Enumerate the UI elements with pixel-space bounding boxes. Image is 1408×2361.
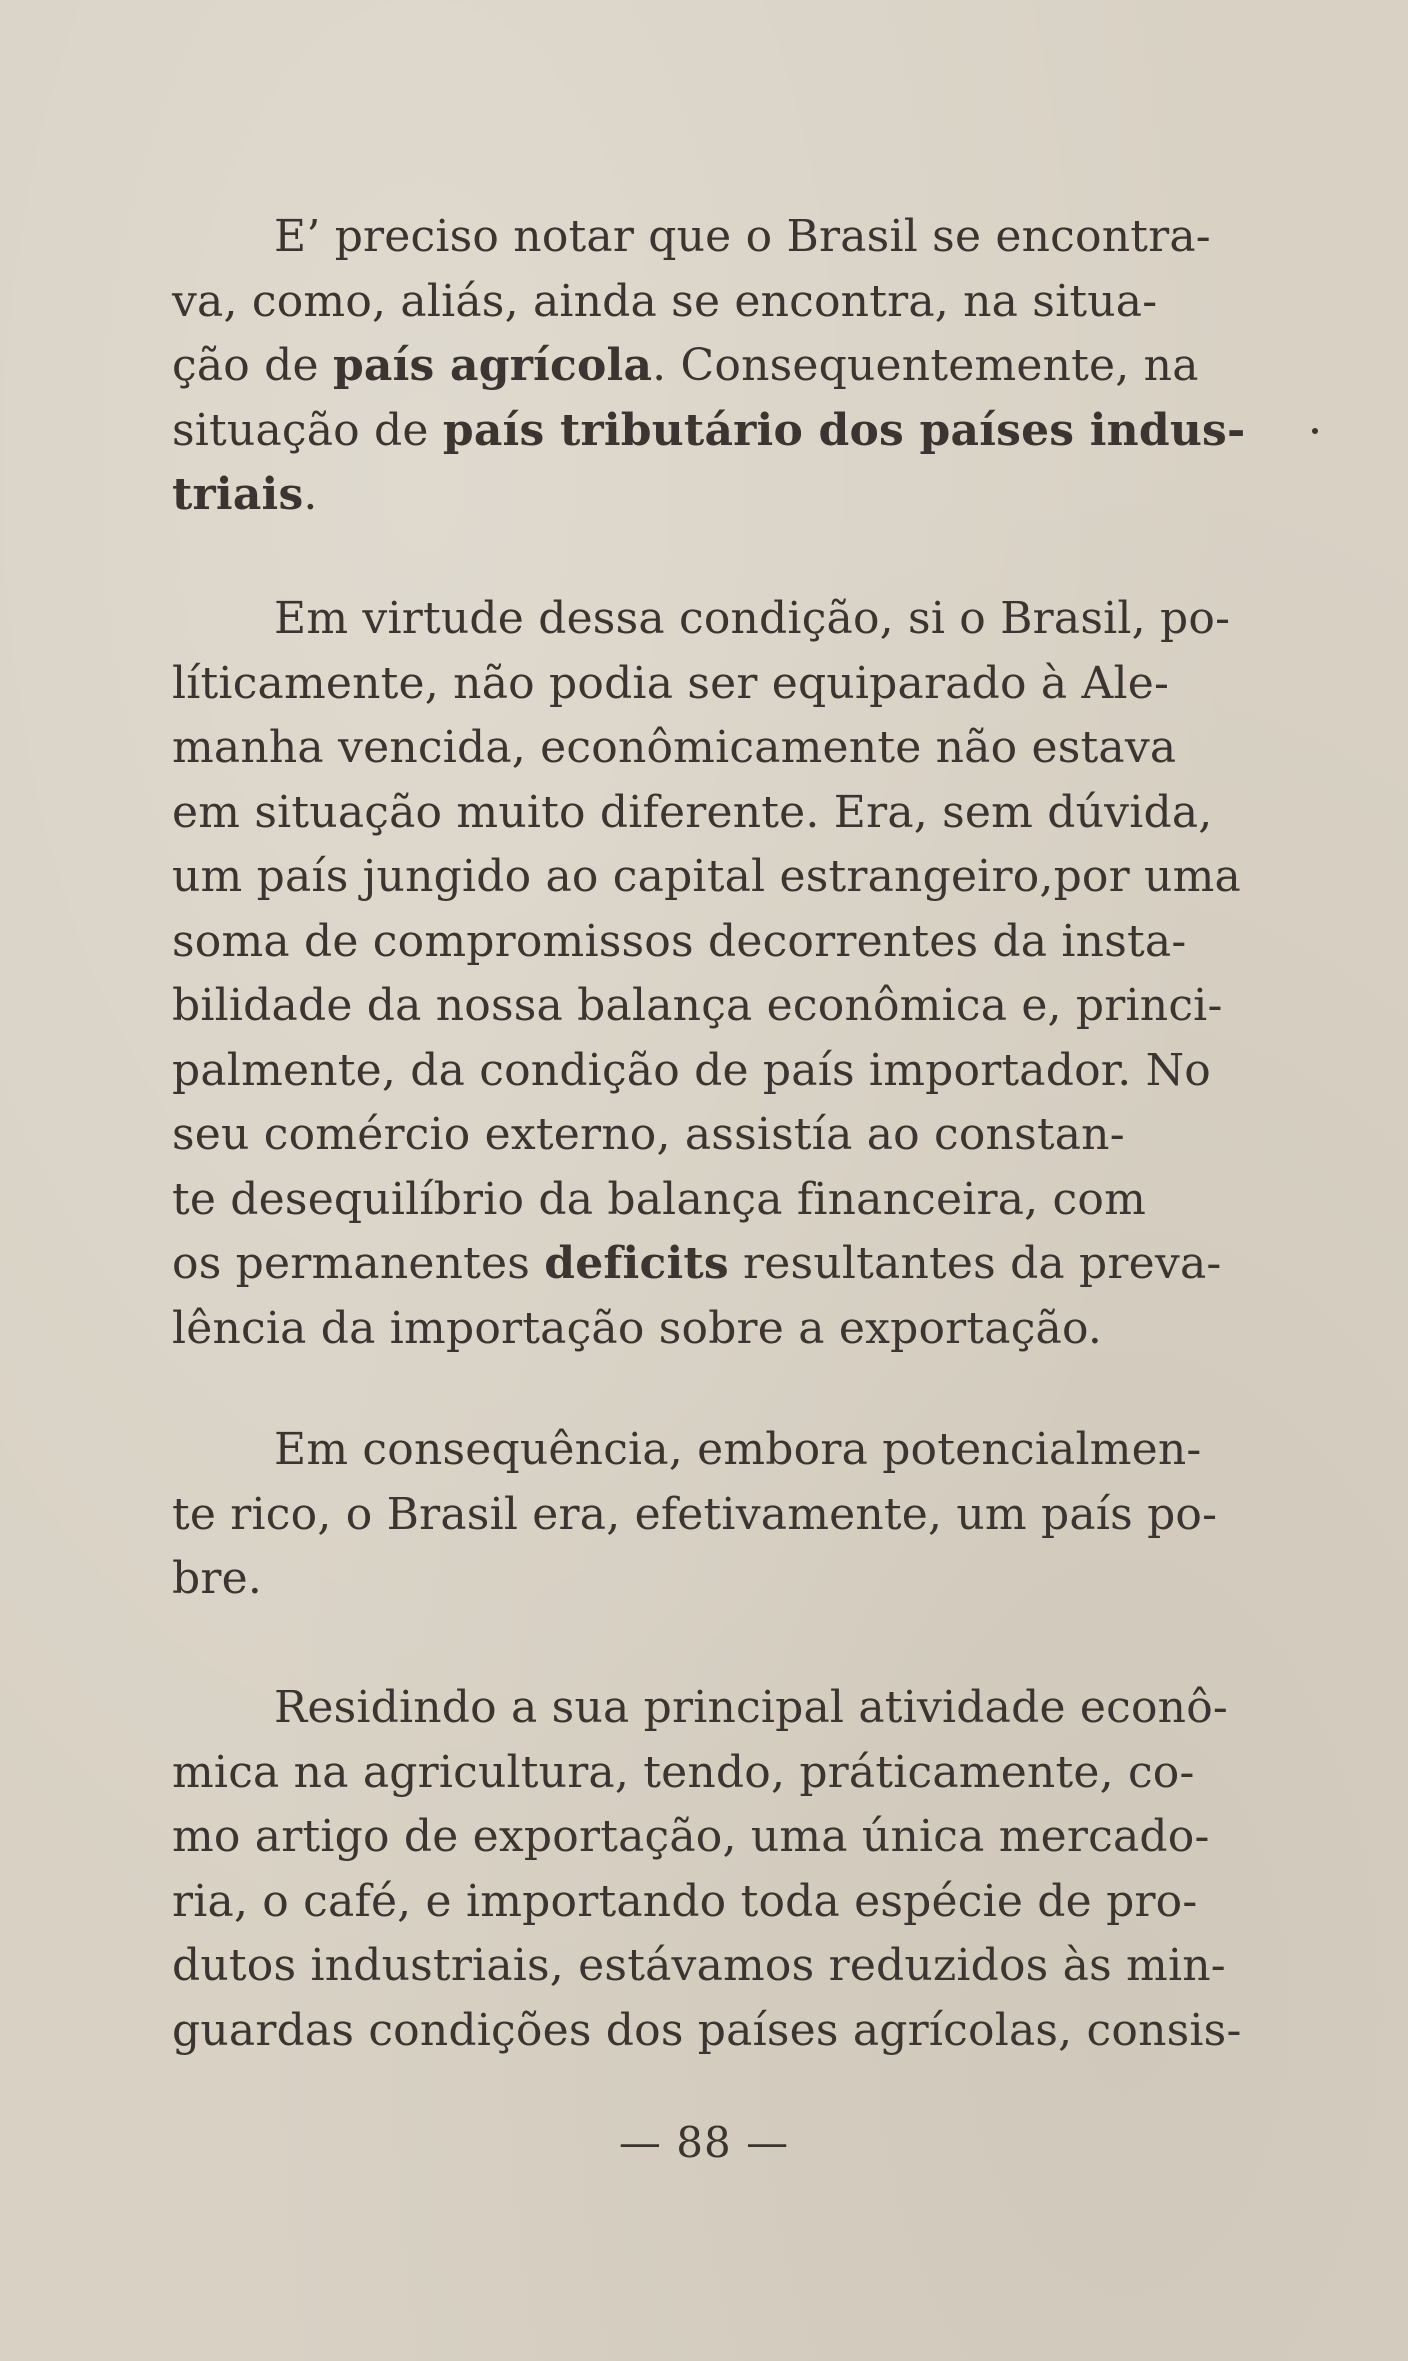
text-segment: . [303, 469, 318, 520]
text-segment: E’ preciso notar que o Brasil se encontra- va, como, aliás, ainda se encontra, na situa- ção de [172, 211, 1211, 391]
text-segment: Residindo a sua principal atividade econô- mica na agricultura, tendo, práticamente, co- mo artigo de exportação, uma única mercado- ria, o café, e importando toda espécie de pro- dutos industriais, estávamos reduzidos às min- guardas condições dos países agrícolas, consis- [172, 1682, 1242, 2056]
paragraph-text [172, 1676, 1258, 2063]
text-segment: Em virtude dessa condição, si o Brasil, po- líticamente, não podia ser equiparado à Ale- manha vencida, econômicamente não estava em situação muito diferente. Era, sem dúvida, um país jungido ao capital estrangeiro,por uma soma de compromissos decorrentes da insta- bilidade da nossa balança econômica e, princi- palmente, da condição de país importador. No seu comércio externo, assistía ao constan- te desequilíbrio da balança financeira, com os permanentes [172, 593, 1241, 1289]
paragraph-text [172, 1418, 1258, 1612]
text-segment: . Consequentemente, na situação de [172, 340, 1199, 456]
page-number: — 88 — [618, 2118, 790, 2167]
ink-speck [1312, 428, 1318, 434]
paragraph-text [172, 587, 1258, 1361]
bold-segment: deficits [544, 1238, 729, 1289]
paragraph-1 [172, 205, 1258, 528]
paragraph-3 [172, 1418, 1258, 1612]
bold-segment: país agrícola [332, 340, 653, 391]
paragraph-4 [172, 1676, 1258, 2063]
paragraph-2 [172, 587, 1258, 1361]
text-segment: Em consequência, embora potencialmen- te rico, o Brasil era, efetivamente, um país po- bre. [172, 1424, 1218, 1604]
bold-segment: país tributário dos países indus- triais [172, 404, 1246, 520]
paragraph-text [172, 205, 1258, 528]
text-segment: resultantes da preva- lência da importação sobre a exportação. [172, 1238, 1222, 1354]
